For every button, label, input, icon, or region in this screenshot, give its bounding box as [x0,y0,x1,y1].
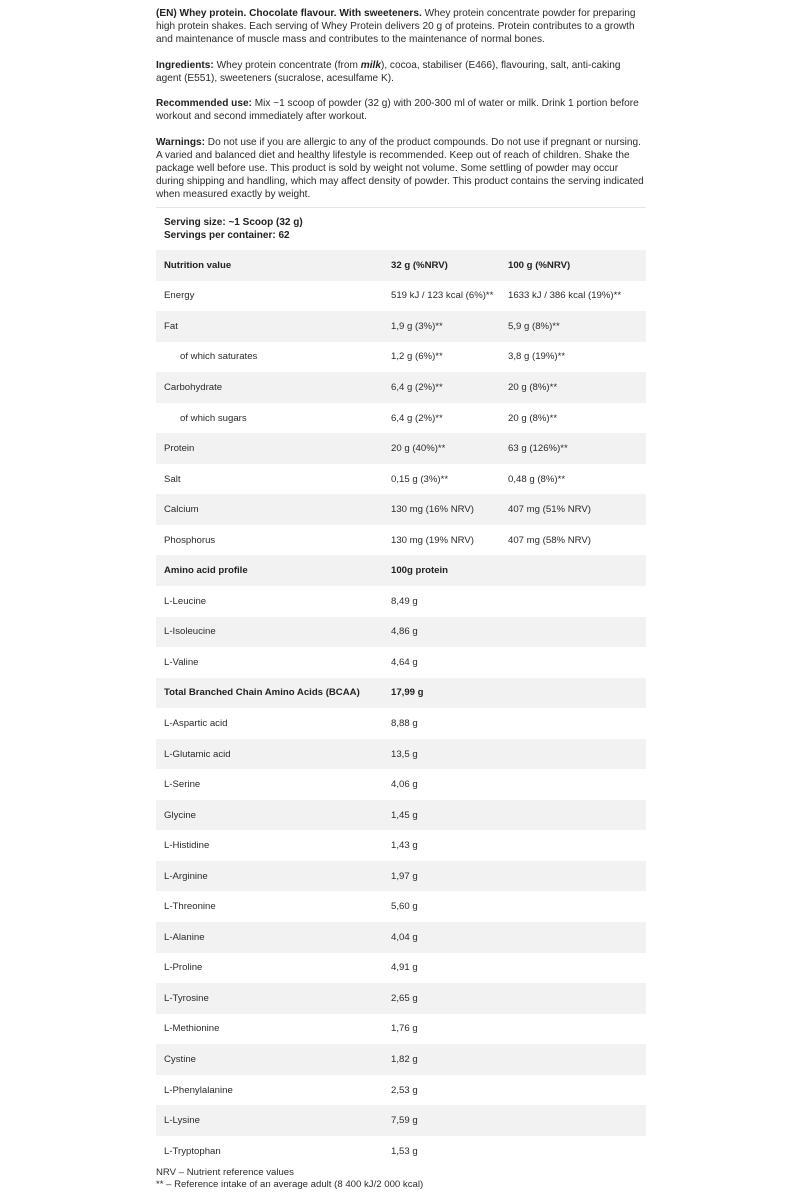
per-serving-value: 1,53 g [383,1136,500,1167]
per-serving-value: 13,5 g [383,739,500,770]
per-100g-value: 20 g (8%)** [500,372,646,403]
warnings-paragraph [156,136,646,201]
table-row [156,433,646,464]
section-divider [156,207,646,208]
table-row [156,311,646,342]
table-row [156,494,646,525]
table-row [156,769,646,800]
per-100g-value [500,678,646,709]
per-100g-value: 407 mg (58% NRV) [500,525,646,556]
row-label: L-Histidine [156,830,383,861]
row-label: L-Methionine [156,1014,383,1045]
ingredients-text-before: Whey protein concentrate (from [213,60,361,71]
row-label: Energy [156,281,383,312]
row-label: Nutrition value [156,250,383,281]
per-100g-value [500,769,646,800]
row-label: L-Aspartic acid [156,708,383,739]
per-100g-value: 5,9 g (8%)** [500,311,646,342]
per-100g-value: 1633 kJ / 386 kcal (19%)** [500,281,646,312]
table-row [156,525,646,556]
row-label: Phosphorus [156,525,383,556]
per-100g-value [500,983,646,1014]
per-serving-value: 8,49 g [383,586,500,617]
table-row [156,281,646,312]
row-label: L-Alanine [156,922,383,953]
per-serving-value: 6,4 g (2%)** [383,372,500,403]
table-row [156,1014,646,1045]
table-row [156,891,646,922]
table-row [156,372,646,403]
per-serving-value: 0,15 g (3%)** [383,464,500,495]
table-row [156,1044,646,1075]
per-100g-value [500,617,646,648]
row-label: L-Serine [156,769,383,800]
per-100g-value [500,739,646,770]
per-serving-value: 6,4 g (2%)** [383,403,500,434]
per-100g-value [500,800,646,831]
ingredients-paragraph [156,59,646,85]
servings-per-container: Servings per container: 62 [164,230,290,241]
table-row [156,342,646,373]
per-100g-value [500,1075,646,1106]
table-row [156,647,646,678]
usage-text: Mix ~1 scoop of powder (32 g) with 200-300 ml of water or milk. Drink 1 portion before workout and second immediately after workout. [156,98,639,122]
intro-text: Whey protein concentrate powder for preparing high protein shakes. Each serving of Whey Protein delivers 20 g of proteins. Protein contributes to a growth and maintenance of muscle mass and contributes to the maintenance of normal bones. [156,8,636,45]
footnote-nrv: NRV – Nutrient reference values [156,1167,294,1178]
per-serving-value: 1,43 g [383,830,500,861]
table-row [156,250,646,281]
per-100g-value: 0,48 g (8%)** [500,464,646,495]
per-100g-value: 407 mg (51% NRV) [500,494,646,525]
row-label: Salt [156,464,383,495]
per-100g-value [500,1014,646,1045]
row-label: of which saturates [156,342,383,373]
per-100g-value [500,1136,646,1167]
table-row [156,708,646,739]
per-serving-value: 519 kJ / 123 kcal (6%)** [383,281,500,312]
table-row [156,983,646,1014]
per-serving-value: 4,86 g [383,617,500,648]
intro-paragraph [156,7,646,46]
per-100g-value [500,586,646,617]
row-label: Total Branched Chain Amino Acids (BCAA) [156,678,383,709]
per-100g-value [500,555,646,586]
table-row [156,1136,646,1167]
nutrition-table [156,250,646,1166]
per-100g-value [500,953,646,984]
per-100g-value [500,708,646,739]
table-row [156,555,646,586]
table-row [156,464,646,495]
footnote-reference-intake: ** – Reference intake of an average adult (8 400 kJ/2 000 kcal) [156,1179,424,1190]
row-label: Fat [156,311,383,342]
row-label: L-Threonine [156,891,383,922]
row-label: L-Glutamic acid [156,739,383,770]
row-label: L-Valine [156,647,383,678]
per-serving-value: 1,9 g (3%)** [383,311,500,342]
per-serving-value: 4,64 g [383,647,500,678]
row-label: L-Arginine [156,861,383,892]
per-serving-value: 1,76 g [383,1014,500,1045]
row-label: Calcium [156,494,383,525]
per-100g-value [500,647,646,678]
row-label: of which sugars [156,403,383,434]
per-100g-value: 100 g (%NRV) [500,250,646,281]
row-label: L-Tryptophan [156,1136,383,1167]
row-label: Protein [156,433,383,464]
table-row [156,830,646,861]
per-serving-value: 1,45 g [383,800,500,831]
per-100g-value [500,1105,646,1136]
per-serving-value: 1,2 g (6%)** [383,342,500,373]
row-label: Glycine [156,800,383,831]
intro-lead: (EN) Whey protein. Chocolate flavour. With sweeteners. [156,8,422,19]
row-label: L-Lysine [156,1105,383,1136]
table-row [156,1075,646,1106]
per-serving-value: 2,65 g [383,983,500,1014]
per-100g-value: 63 g (126%)** [500,433,646,464]
table-row [156,953,646,984]
ingredients-allergen: milk [360,60,381,71]
per-serving-value: 2,53 g [383,1075,500,1106]
row-label: L-Isoleucine [156,617,383,648]
table-row [156,617,646,648]
footnotes [156,1167,423,1191]
per-100g-value [500,1044,646,1075]
table-row [156,1105,646,1136]
row-label: L-Proline [156,953,383,984]
per-serving-value: 100g protein [383,555,500,586]
row-label: Amino acid profile [156,555,383,586]
table-row [156,800,646,831]
warnings-label: Warnings: [156,137,205,148]
per-serving-value: 4,91 g [383,953,500,984]
per-serving-value: 1,97 g [383,861,500,892]
row-label: Carbohydrate [156,372,383,403]
serving-info [164,216,303,242]
table-row [156,586,646,617]
table-row [156,739,646,770]
per-serving-value: 20 g (40%)** [383,433,500,464]
ingredients-label: Ingredients: [156,60,214,71]
per-serving-value: 8,88 g [383,708,500,739]
per-serving-value: 130 mg (16% NRV) [383,494,500,525]
table-row [156,922,646,953]
serving-size: Serving size: ~1 Scoop (32 g) [164,217,303,228]
table-row [156,678,646,709]
per-serving-value: 130 mg (19% NRV) [383,525,500,556]
row-label: L-Tyrosine [156,983,383,1014]
per-serving-value: 4,06 g [383,769,500,800]
warnings-text: Do not use if you are allergic to any of the product compounds. Do not use if pregnant or nursing. A varied and balanced diet and healthy lifestyle is recommended. Keep out of reach of children. Shake the package well before use. This product is sold by weight not volume. Some settling of powder may occur during shipping and handling, which may affect density of powder. This product contains the serving indicated when measured exactly by weight. [156,137,644,200]
per-serving-value: 17,99 g [383,678,500,709]
per-100g-value [500,861,646,892]
per-100g-value [500,922,646,953]
row-label: Cystine [156,1044,383,1075]
per-100g-value [500,891,646,922]
usage-paragraph [156,97,646,123]
per-100g-value: 3,8 g (19%)** [500,342,646,373]
per-serving-value: 7,59 g [383,1105,500,1136]
per-serving-value: 32 g (%NRV) [383,250,500,281]
usage-label: Recommended use: [156,98,252,109]
per-serving-value: 4,04 g [383,922,500,953]
per-serving-value: 1,82 g [383,1044,500,1075]
table-row [156,403,646,434]
ingredients-text-after: ), cocoa, stabiliser (E466), flavouring, salt, anti-caking agent (E551), sweeteners (sucralose, acesulfame K). [156,60,621,84]
row-label: L-Leucine [156,586,383,617]
per-serving-value: 5,60 g [383,891,500,922]
per-100g-value: 20 g (8%)** [500,403,646,434]
table-row [156,861,646,892]
per-100g-value [500,830,646,861]
row-label: L-Phenylalanine [156,1075,383,1106]
